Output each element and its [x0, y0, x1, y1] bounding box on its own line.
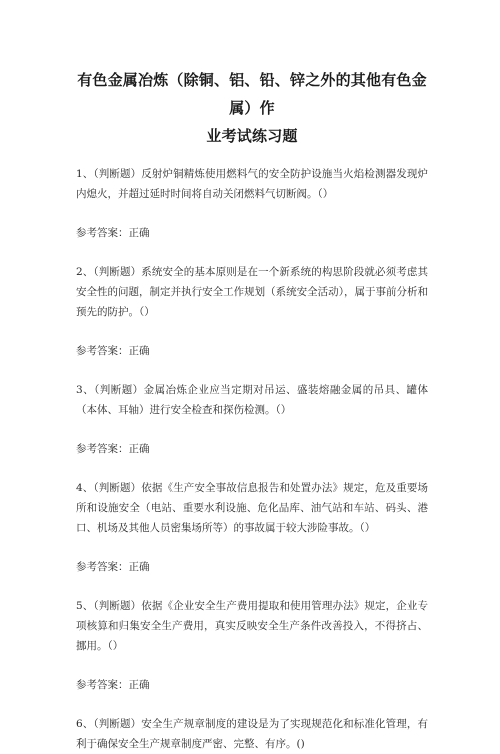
reference-answer: 参考答案：正确 — [76, 679, 150, 691]
reference-answer: 参考答案：正确 — [76, 227, 150, 239]
title-line-2: 业考试练习题 — [206, 127, 298, 145]
question-text: 2、（判断题）系统安全的基本原则是在一个新系统的构思阶段就必须考虑其安全性的问题，制定并执行安全工作规划（系统安全活动），属于事前分析和预先的防护。（） — [76, 266, 428, 318]
question-text: 5、（判断题）依据《企业安全生产费用提取和使用管理办法》规定，企业专项核算和归集安全生产费用，真实反映安全生产条件改善投入，不得挤占、挪用。（） — [76, 600, 428, 652]
question-text: 3、（判断题）金属冶炼企业应当定期对吊运、盛装熔融金属的吊具、罐体（本体、耳轴）进行安全检查和探伤检测。（） — [76, 384, 428, 416]
question-item-4 — [76, 478, 428, 577]
reference-answer: 参考答案：正确 — [76, 443, 150, 455]
question-item-5 — [76, 596, 428, 695]
title-line-1: 有色金属冶炼（除铜、铝、铅、锌之外的其他有色金属）作 — [77, 71, 427, 117]
question-text: 6、（判断题）安全生产规章制度的建设是为了实现规范化和标准化管理，有利于确保安全生产规章制度严密、完整、有序。() — [76, 718, 428, 750]
question-text: 1、（判断题）反射炉铜精炼使用燃料气的安全防护设施当火焰检测器发现炉内熄火，并超过延时时间将自动关闭燃料气切断阀。（） — [76, 168, 428, 200]
document-title — [76, 66, 428, 150]
question-text: 4、（判断题）依据《生产安全事故信息报告和处置办法》规定，危及重要场所和设施安全（电站、重要水利设施、危化品库、油气站和车站、码头、港口、机场及其他人员密集场所等）的事故属于较大涉险事故。（） — [76, 482, 428, 534]
question-item-2 — [76, 262, 428, 361]
reference-answer: 参考答案：正确 — [76, 345, 150, 357]
reference-answer: 参考答案：正确 — [76, 561, 150, 573]
question-item-3 — [76, 380, 428, 459]
question-item-1 — [76, 164, 428, 243]
question-item-6 — [76, 714, 428, 754]
